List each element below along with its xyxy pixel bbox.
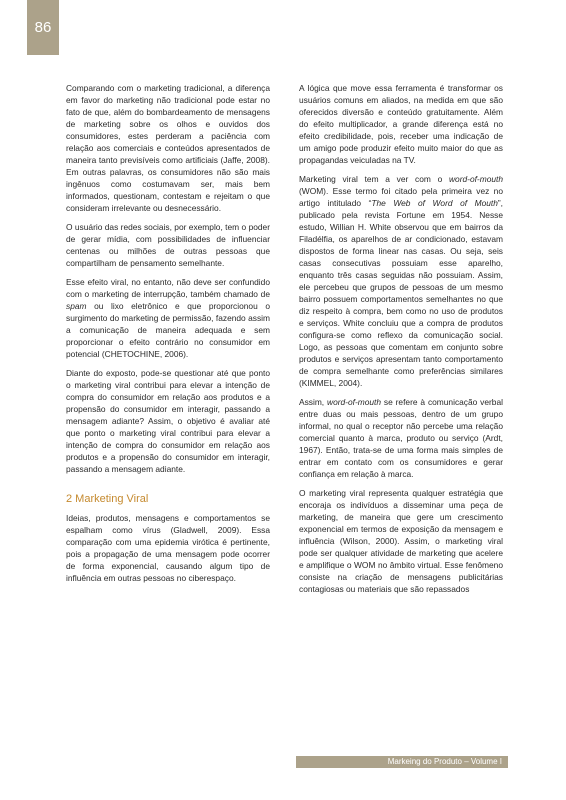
emphasis: word-of-mouth <box>449 174 503 184</box>
text-run: (WOM). Esse termo foi citado pela primeira vez no artigo intitulado “ <box>299 186 503 208</box>
emphasis: The Web of Word of Mouth <box>371 198 498 208</box>
page-number: 86 <box>27 0 59 55</box>
text-run: Esse efeito viral, no entanto, não deve ser confundido com o marketing de interrupção, também chamado de <box>66 277 270 299</box>
paragraph: O marketing viral representa qualquer estratégia que encoraja os indivíduos a disseminar uma peça de marketing, de maneira que gere um crescimento exponencial em termos de exposição da mensagem e influência (Wilson, 2000). Assim, o marketing viral pode ser qualquer atividade de marketing que acelere e amplifique o WOM no âmbito virtual. Esse fenômeno consiste na criação de mensagens publicitárias contagiosas ou materiais que são repassados <box>299 488 503 594</box>
emphasis: word-of-mouth <box>327 397 382 407</box>
paragraph: Comparando com o marketing tradicional, a diferença em favor do marketing não tradicional pode estar no fato de que, além do bombardeamento de mensagens de marketing sobre os olhos e ouvidos dos consumidores, estes perderam a paciência com relação aos comerciais e conteúdos apresentados de maneira tanto previsíveis como artificiais (Jaffe, 2008). Em outras palavras, os consumidores não são mais ingênuos como costumavam ser, mais bem informados, questionam, contestam e rejeitam o que consideram irrelevante ou desnecessário. <box>66 83 270 213</box>
text-run: ou lixo eletrônico e que proporcionou o surgimento do marketing de permissão, fazendo assim a comunicação de maneira adequada e sem proporcionar o efeito contrário no consumidor em potencial (CHETOCHINE, 2006). <box>66 301 270 359</box>
text-run: ”, publicado pela revista Fortune em 1954. Nesse estudo, Willian H. White observou que em bairros da Filadélfia, os aparelhos de ar condicionado, estavam dispostos de forma linear nas casas. Ou seja, seis casas consecutivas possuiam esse aparelho, enquanto três casas seguidas não possuiam. Assim, ele percebeu que grupos de pessoas de um mesmo bairro possuem comportamentos semelhantes no que diz respeito à compra, bem como no uso de produtos e serviços. White concluiu que a compra de produtos configura-se como reflexo da comunicação social. Logo, as pessoas que comentam em conjunto sobre produtos e serviços apresentam tanto comportamento de compra semelhante como preferências similares (KIMMEL, 2004). <box>299 198 504 388</box>
right-column <box>299 82 503 602</box>
paragraph: Diante do exposto, pode-se questionar até que ponto o marketing viral contribui para elevar a intenção de compra do consumidor em relação aos produtos e a propensão do consumidor em interagir, passando a mensagem adiante? Assim, o objetivo é avaliar até que ponto o marketing viral contribui para elevar a intenção de compra do consumidor em relação aos produtos e a propensão do consumidor em interagir, passando a mensagem adiante. <box>66 368 270 474</box>
text-run: se refere à comunicação verbal entre duas ou mais pessoas, dentro de um grupo informal, no qual o receptor não percebe uma relação comercial quanto à marca, produto ou serviço (Ardt, 1967). Então, trata-se de uma forma mais simples de entrar em contato com os consumidores e gerar confiança em relação à marca. <box>299 397 503 479</box>
paragraph <box>299 173 503 389</box>
left-column <box>66 82 270 591</box>
paragraph: Ideias, produtos, mensagens e comportamentos se espalham como vírus (Gladwell, 2009). Essa comparação com uma epidemia virótica é pertinente, pois a propagação de uma mensagem pode ocorrer de forma exponencial, causando algum tipo de influência em outras pessoas no ciberespaço. <box>66 513 270 583</box>
paragraph: A lógica que move essa ferramenta é transformar os usuários comuns em aliados, na medida em que são oferecidos diversão e conteúdo gratuitamente. Além do efeito multiplicador, a grande diferença está no efeito credibilidade, pois, receber uma indicação de um amigo pode produzir efeito muito maior do que as propagandas veiculadas na TV. <box>299 83 503 165</box>
text-run: Marketing viral tem a ver com o <box>299 174 449 184</box>
emphasis: spam <box>66 301 87 311</box>
section-heading: 2 Marketing Viral <box>66 493 149 505</box>
paragraph <box>66 276 270 360</box>
text-run: Assim, <box>299 397 328 407</box>
paragraph <box>299 396 503 480</box>
footer-title: Markeing do Produto – Volume I <box>296 756 508 768</box>
paragraph: O usuário das redes sociais, por exemplo, tem o poder de gerar mídia, com possibilidades de influenciar centenas ou milhões de outras pessoas que compartilham de pensamento semelhante. <box>66 222 270 268</box>
